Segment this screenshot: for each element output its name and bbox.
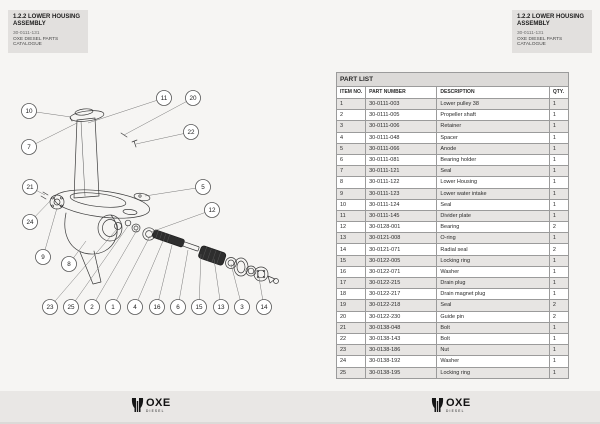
assembly-doc-number: 30-0111-131 [13,30,40,36]
qty-cell: 1 [549,278,568,289]
qty-cell: 1 [549,99,568,110]
callout-13 [214,300,229,315]
svg-text:16: 16 [153,304,161,312]
part-number-cell: 30-0138-143 [366,333,437,344]
description-cell: Locking ring [437,255,549,266]
description-cell: Guide pin [437,311,549,322]
table-row [337,311,569,322]
qty-cell: 1 [549,110,568,121]
qty-cell: 1 [549,322,568,333]
part-number-cell: 30-0111-048 [366,132,437,143]
description-cell: Lower Housing [437,177,549,188]
part-number-cell: 30-0138-195 [366,367,437,378]
part-number-cell: 30-0122-215 [366,278,437,289]
description-cell: Washer [437,356,549,367]
qty-cell: 1 [549,143,568,154]
callout-21 [23,180,38,195]
callout-leader-line [135,241,163,307]
part-list-title: PART LIST [337,73,569,87]
callout-7 [22,140,37,155]
table-row [337,143,569,154]
item-no-cell: 3 [337,121,366,132]
right-header-box [512,10,592,53]
part-list-title-row [337,73,569,87]
svg-text:2: 2 [90,304,94,312]
qty-cell: 1 [549,154,568,165]
item-no-cell: 11 [337,210,366,221]
item-no-cell: 5 [337,143,366,154]
part-list-table [336,72,569,379]
item-no-cell: 20 [337,311,366,322]
callout-8 [62,257,77,272]
part-number-cell: 30-0122-217 [366,289,437,300]
table-row [337,289,569,300]
svg-text:15: 15 [195,304,203,312]
callout-15 [192,300,207,315]
callout-leader-line [145,187,203,196]
description-cell: Seal [437,166,549,177]
item-no-cell: 6 [337,154,366,165]
callout-22 [184,125,199,140]
qty-cell: 2 [549,300,568,311]
part-list-column-header [337,87,569,99]
callout-23 [43,300,58,315]
svg-text:3: 3 [240,304,244,312]
qty-cell: 1 [549,333,568,344]
oxe-logo [131,397,171,414]
description-cell: Seal [437,300,549,311]
description-cell: Locking ring [437,367,549,378]
qty-cell: 1 [549,188,568,199]
callout-9 [36,250,51,265]
callout-20 [186,91,201,106]
svg-text:6: 6 [176,304,180,312]
item-no-cell: 8 [337,177,366,188]
qty-cell: 1 [549,177,568,188]
table-row [337,367,569,378]
description-cell: Bolt [437,333,549,344]
part-number-cell: 30-0111-081 [366,154,437,165]
svg-text:25: 25 [67,304,75,312]
callout-11 [157,91,172,106]
table-row [337,356,569,367]
callout-leader-line [29,123,77,147]
qty-cell: 1 [549,289,568,300]
callout-12 [205,203,220,218]
qty-cell: 1 [549,132,568,143]
oxe-bull-icon [131,397,144,414]
part-number-cell: 30-0138-192 [366,356,437,367]
table-row [337,199,569,210]
callout-24 [23,215,38,230]
item-no-cell: 1 [337,99,366,110]
part-number-cell: 30-0128-001 [366,222,437,233]
qty-cell: 1 [549,266,568,277]
item-no-cell: 22 [337,333,366,344]
svg-text:12: 12 [208,207,216,215]
part-number-cell: 30-0122-071 [366,266,437,277]
svg-text:9: 9 [41,254,45,262]
part-number-cell: 30-0111-123 [366,188,437,199]
description-cell: Anode [437,143,549,154]
part-number-cell: 30-0122-218 [366,300,437,311]
table-row [337,278,569,289]
callout-leader-line [151,210,212,232]
callout-leader-line [157,245,172,307]
item-no-cell: 13 [337,233,366,244]
item-no-cell: 10 [337,199,366,210]
table-row [337,333,569,344]
qty-cell: 1 [549,255,568,266]
table-row [337,222,569,233]
table-row [337,233,569,244]
description-cell: Radial seal [437,244,549,255]
table-row [337,99,569,110]
description-cell: Drain plug [437,278,549,289]
description-cell: Spacer [437,132,549,143]
catalogue-name: OXE DIESEL PARTS CATALOGUE [13,37,59,47]
svg-text:20: 20 [189,95,197,103]
qty-cell: 1 [549,166,568,177]
table-row [337,322,569,333]
table-row [337,244,569,255]
assembly-title: 1.2.2 LOWER HOUSING ASSEMBLY [13,14,81,27]
qty-cell: 1 [549,356,568,367]
item-no-cell: 4 [337,132,366,143]
part-number-cell: 30-0111-006 [366,121,437,132]
svg-text:22: 22 [187,129,195,137]
callout-14 [257,300,272,315]
col-qty: QTY. [549,87,568,99]
part-number-cell: 30-0122-005 [366,255,437,266]
qty-cell: 1 [549,210,568,221]
part-number-cell: 30-0121-008 [366,233,437,244]
qty-cell: 1 [549,199,568,210]
qty-cell: 2 [549,222,568,233]
callout-leader-line [136,132,191,144]
description-cell: Nut [437,345,549,356]
oxe-logo [431,397,471,414]
callout-10 [22,104,37,119]
svg-text:13: 13 [217,304,225,312]
item-no-cell: 15 [337,255,366,266]
catalogue-name: OXE DIESEL PARTS CATALOGUE [517,37,563,47]
callout-leader-line [50,229,117,307]
logo-brand-text: OXE [446,397,471,410]
part-number-cell: 30-0111-122 [366,177,437,188]
part-number-cell: 30-0111-145 [366,210,437,221]
logo-sub-text: DIESEL [146,408,165,413]
table-row [337,188,569,199]
description-cell: Bearing [437,222,549,233]
svg-text:8: 8 [67,261,71,269]
part-number-cell: 30-0122-230 [366,311,437,322]
item-no-cell: 2 [337,110,366,121]
qty-cell: 1 [549,345,568,356]
description-cell: Lower pulley 38 [437,99,549,110]
item-no-cell: 18 [337,289,366,300]
table-row [337,210,569,221]
footer-band [0,391,600,424]
description-cell: Seal [437,199,549,210]
callout-5 [196,180,211,195]
callout-3 [235,300,250,315]
svg-text:23: 23 [46,304,54,312]
qty-cell: 1 [549,121,568,132]
description-cell: Bearing holder [437,154,549,165]
item-no-cell: 7 [337,166,366,177]
svg-text:5: 5 [201,184,205,192]
description-cell: Bolt [437,322,549,333]
assembly-doc-number: 30-0111-131 [517,30,544,36]
table-row [337,154,569,165]
callout-layer [22,91,272,315]
part-number-cell: 30-0111-121 [366,166,437,177]
item-no-cell: 19 [337,300,366,311]
col-part-number: PART NUMBER [366,87,437,99]
item-no-cell: 12 [337,222,366,233]
callout-leader-line [178,250,188,307]
table-row [337,266,569,277]
description-cell: Propeller shaft [437,110,549,121]
svg-text:11: 11 [160,95,168,103]
table-row [337,300,569,311]
table-row [337,121,569,132]
qty-cell: 1 [549,367,568,378]
item-no-cell: 16 [337,266,366,277]
item-no-cell: 14 [337,244,366,255]
callout-1 [106,300,121,315]
table-row [337,255,569,266]
svg-text:24: 24 [26,219,34,227]
svg-text:7: 7 [27,144,31,152]
svg-text:1: 1 [111,304,115,312]
table-row [337,110,569,121]
logo-sub-text: DIESEL [446,408,465,413]
description-cell: Drain magnet plug [437,289,549,300]
part-number-cell: 30-0111-005 [366,110,437,121]
svg-text:14: 14 [260,304,268,312]
table-row [337,166,569,177]
table-row [337,345,569,356]
right-page [300,0,600,424]
assembly-title: 1.2.2 LOWER HOUSING ASSEMBLY [517,14,585,27]
callout-6 [171,300,186,315]
description-cell: Lower water intake [437,188,549,199]
callout-leader-line [113,236,150,307]
callout-16 [150,300,165,315]
logo-brand-text: OXE [146,397,171,410]
part-number-cell: 30-0111-124 [366,199,437,210]
col-description: DESCRIPTION [437,87,549,99]
description-cell: Retainer [437,121,549,132]
table-row [337,177,569,188]
callout-4 [128,300,143,315]
item-no-cell: 17 [337,278,366,289]
callout-leader-line [199,254,201,307]
part-number-cell: 30-0121-071 [366,244,437,255]
col-item-no: ITEM NO. [337,87,366,99]
description-cell: O-ring [437,233,549,244]
part-number-cell: 30-0111-066 [366,143,437,154]
item-no-cell: 9 [337,188,366,199]
part-number-cell: 30-0111-003 [366,99,437,110]
description-cell: Divider plate [437,210,549,221]
table-row [337,132,569,143]
lower-housing-drawing [41,108,279,284]
oxe-bull-icon [431,397,444,414]
item-no-cell: 24 [337,356,366,367]
qty-cell: 2 [549,244,568,255]
svg-text:4: 4 [133,304,137,312]
item-no-cell: 21 [337,322,366,333]
description-cell: Washer [437,266,549,277]
callout-leader-line [88,98,164,123]
svg-text:10: 10 [25,108,33,116]
part-list-body [337,99,569,379]
callout-25 [64,300,79,315]
svg-text:21: 21 [26,184,34,192]
qty-cell: 1 [549,233,568,244]
item-no-cell: 23 [337,345,366,356]
item-no-cell: 25 [337,367,366,378]
callout-2 [85,300,100,315]
qty-cell: 2 [549,311,568,322]
part-number-cell: 30-0138-048 [366,322,437,333]
part-number-cell: 30-0138-186 [366,345,437,356]
